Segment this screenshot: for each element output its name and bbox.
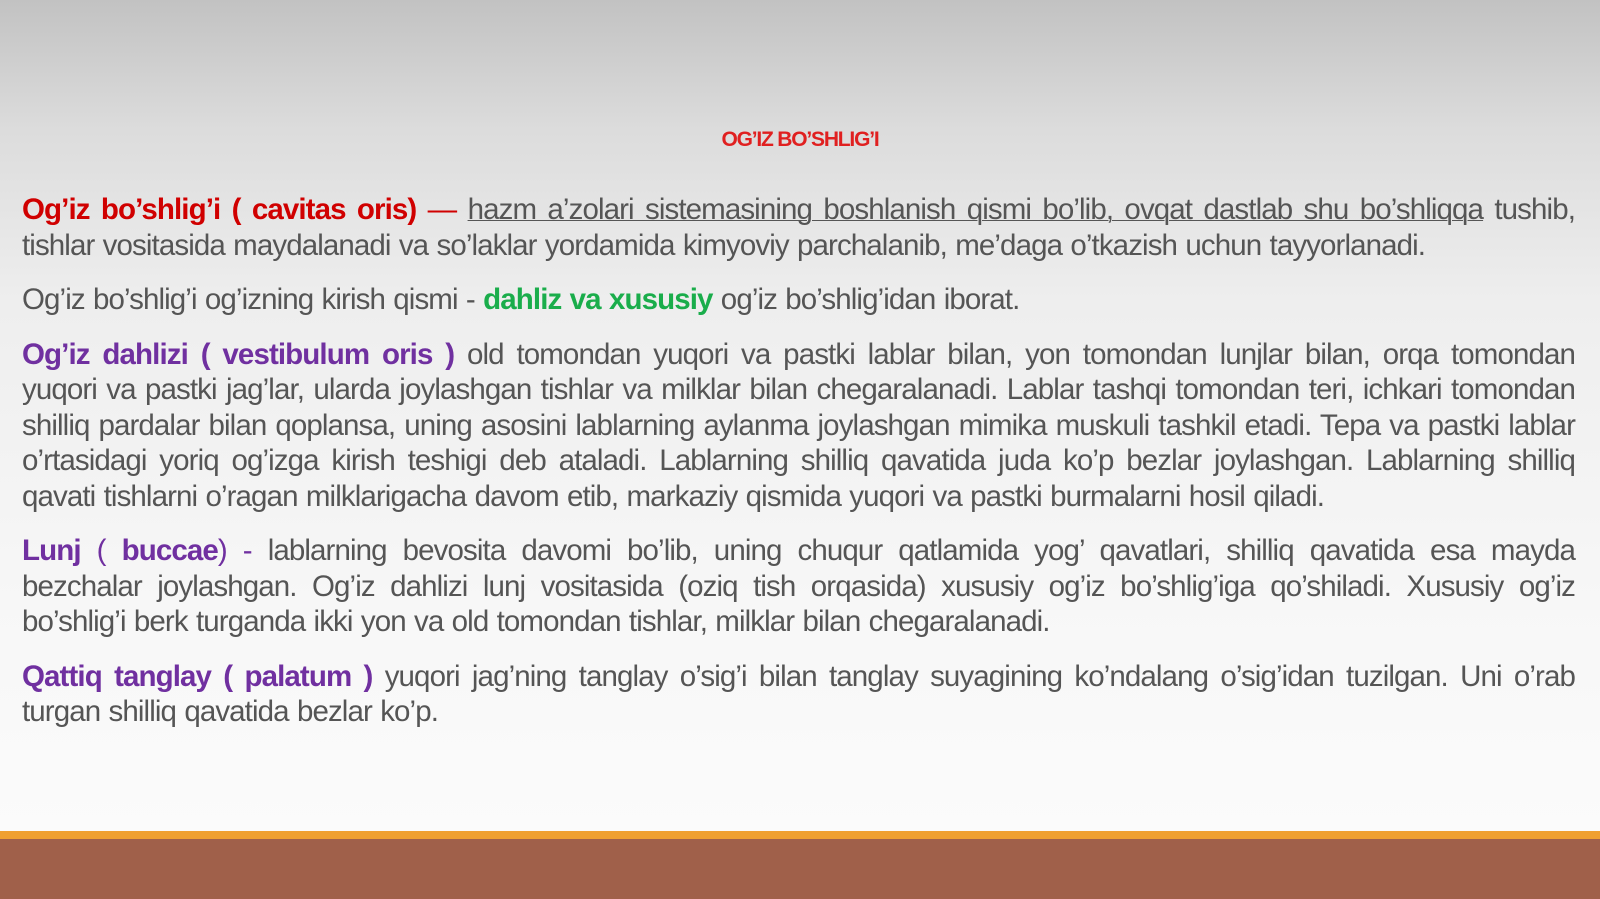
paragraph-oral-parts xyxy=(22,282,1575,318)
term-dash: — xyxy=(416,193,468,226)
term-dahliz-xususiy: dahliz va xususiy xyxy=(483,283,713,316)
oral-parts-tail: og’iz bo’shlig’idan iborat. xyxy=(712,283,1020,316)
oral-parts-lead: Og’iz bo’shlig’i og’izning kirish qismi - xyxy=(22,283,484,316)
vestibulum-description: old tomondan yuqori va pastki lablar bilan, yon tomondan lunjlar bilan, orqa tomondan yuqori va pastki jag’lar, ularda joylashgan tishlar va milklar bilan chegaralanadi. Lablar tashqi tomondan teri, ichkari tomondan shilliq pardalar bilan qoplansa, uning asosini lablarning aylanma joylashgan mimika muskuli tashkil etadi. Tepa va pastki lablar o’rtasidagi yoriq og’izga kirish teshigi deb ataladi. Lablarning shilliq qavatida juda ko’p bezlar joylashgan. Lablarning shilliq qavati tishlarni o’ragan milklarigacha davom etib, markaziy qismida yuqori va pastki burmalarni hosil qiladi. xyxy=(22,337,1575,513)
term-vestibulum-oris: Og’iz dahlizi ( vestibulum oris ) xyxy=(22,337,455,371)
term-lunj: Lunj xyxy=(22,534,81,567)
term-palatum: Qattiq tanglay ( palatum ) xyxy=(22,659,373,693)
paren-close: ) - xyxy=(217,534,268,567)
paragraph-cavitas-oris xyxy=(22,192,1575,263)
palatum-description: yuqori jag’ning tanglay o’sig’i bilan tanglay suyagining ko’ndalang o’sig’idan tuzilgan. Uni o’rab turgan shilliq qavatida bezlar ko’p. xyxy=(22,659,1575,728)
definition-rest: tushib, tishlar vositasida maydalanadi va so’laklar yordamida kimyoviy parchalanib, me’daga o’tkazish uchun tayyorlanadi. xyxy=(22,193,1575,262)
slide-body xyxy=(22,192,1575,749)
footer-accent-stripe xyxy=(0,831,1600,839)
paragraph-buccae xyxy=(22,533,1575,640)
footer-band xyxy=(0,839,1600,899)
paragraph-vestibulum-oris xyxy=(22,337,1575,515)
term-buccae: buccae xyxy=(121,534,218,567)
buccae-description: lablarning bevosita davomi bo’lib, uning chuqur qatlamida yog’ qavatlari, shilliq qavatida esa mayda bezchalar joylashgan. Og’iz dahlizi lunj vositasida (oziq tish orqasida) xususiy og’iz bo’shlig’iga qo’shiladi. Xususiy og’iz bo’shlig’i berk turganda ikki yon va old tomondan tishlar, milklar bilan chegaralanadi. xyxy=(22,534,1575,638)
term-cavitas-oris: Og’iz bo’shlig’i ( cavitas oris) xyxy=(22,193,417,226)
definition-underlined: hazm a’zolari sistemasining boshlanish qismi bo’lib, ovqat dastlab shu bo’shliqqa xyxy=(467,193,1484,226)
paren-open: ( xyxy=(80,534,122,567)
slide-title: OG’IZ BO’SHLIG’I xyxy=(721,128,879,151)
paragraph-palatum xyxy=(22,659,1575,730)
